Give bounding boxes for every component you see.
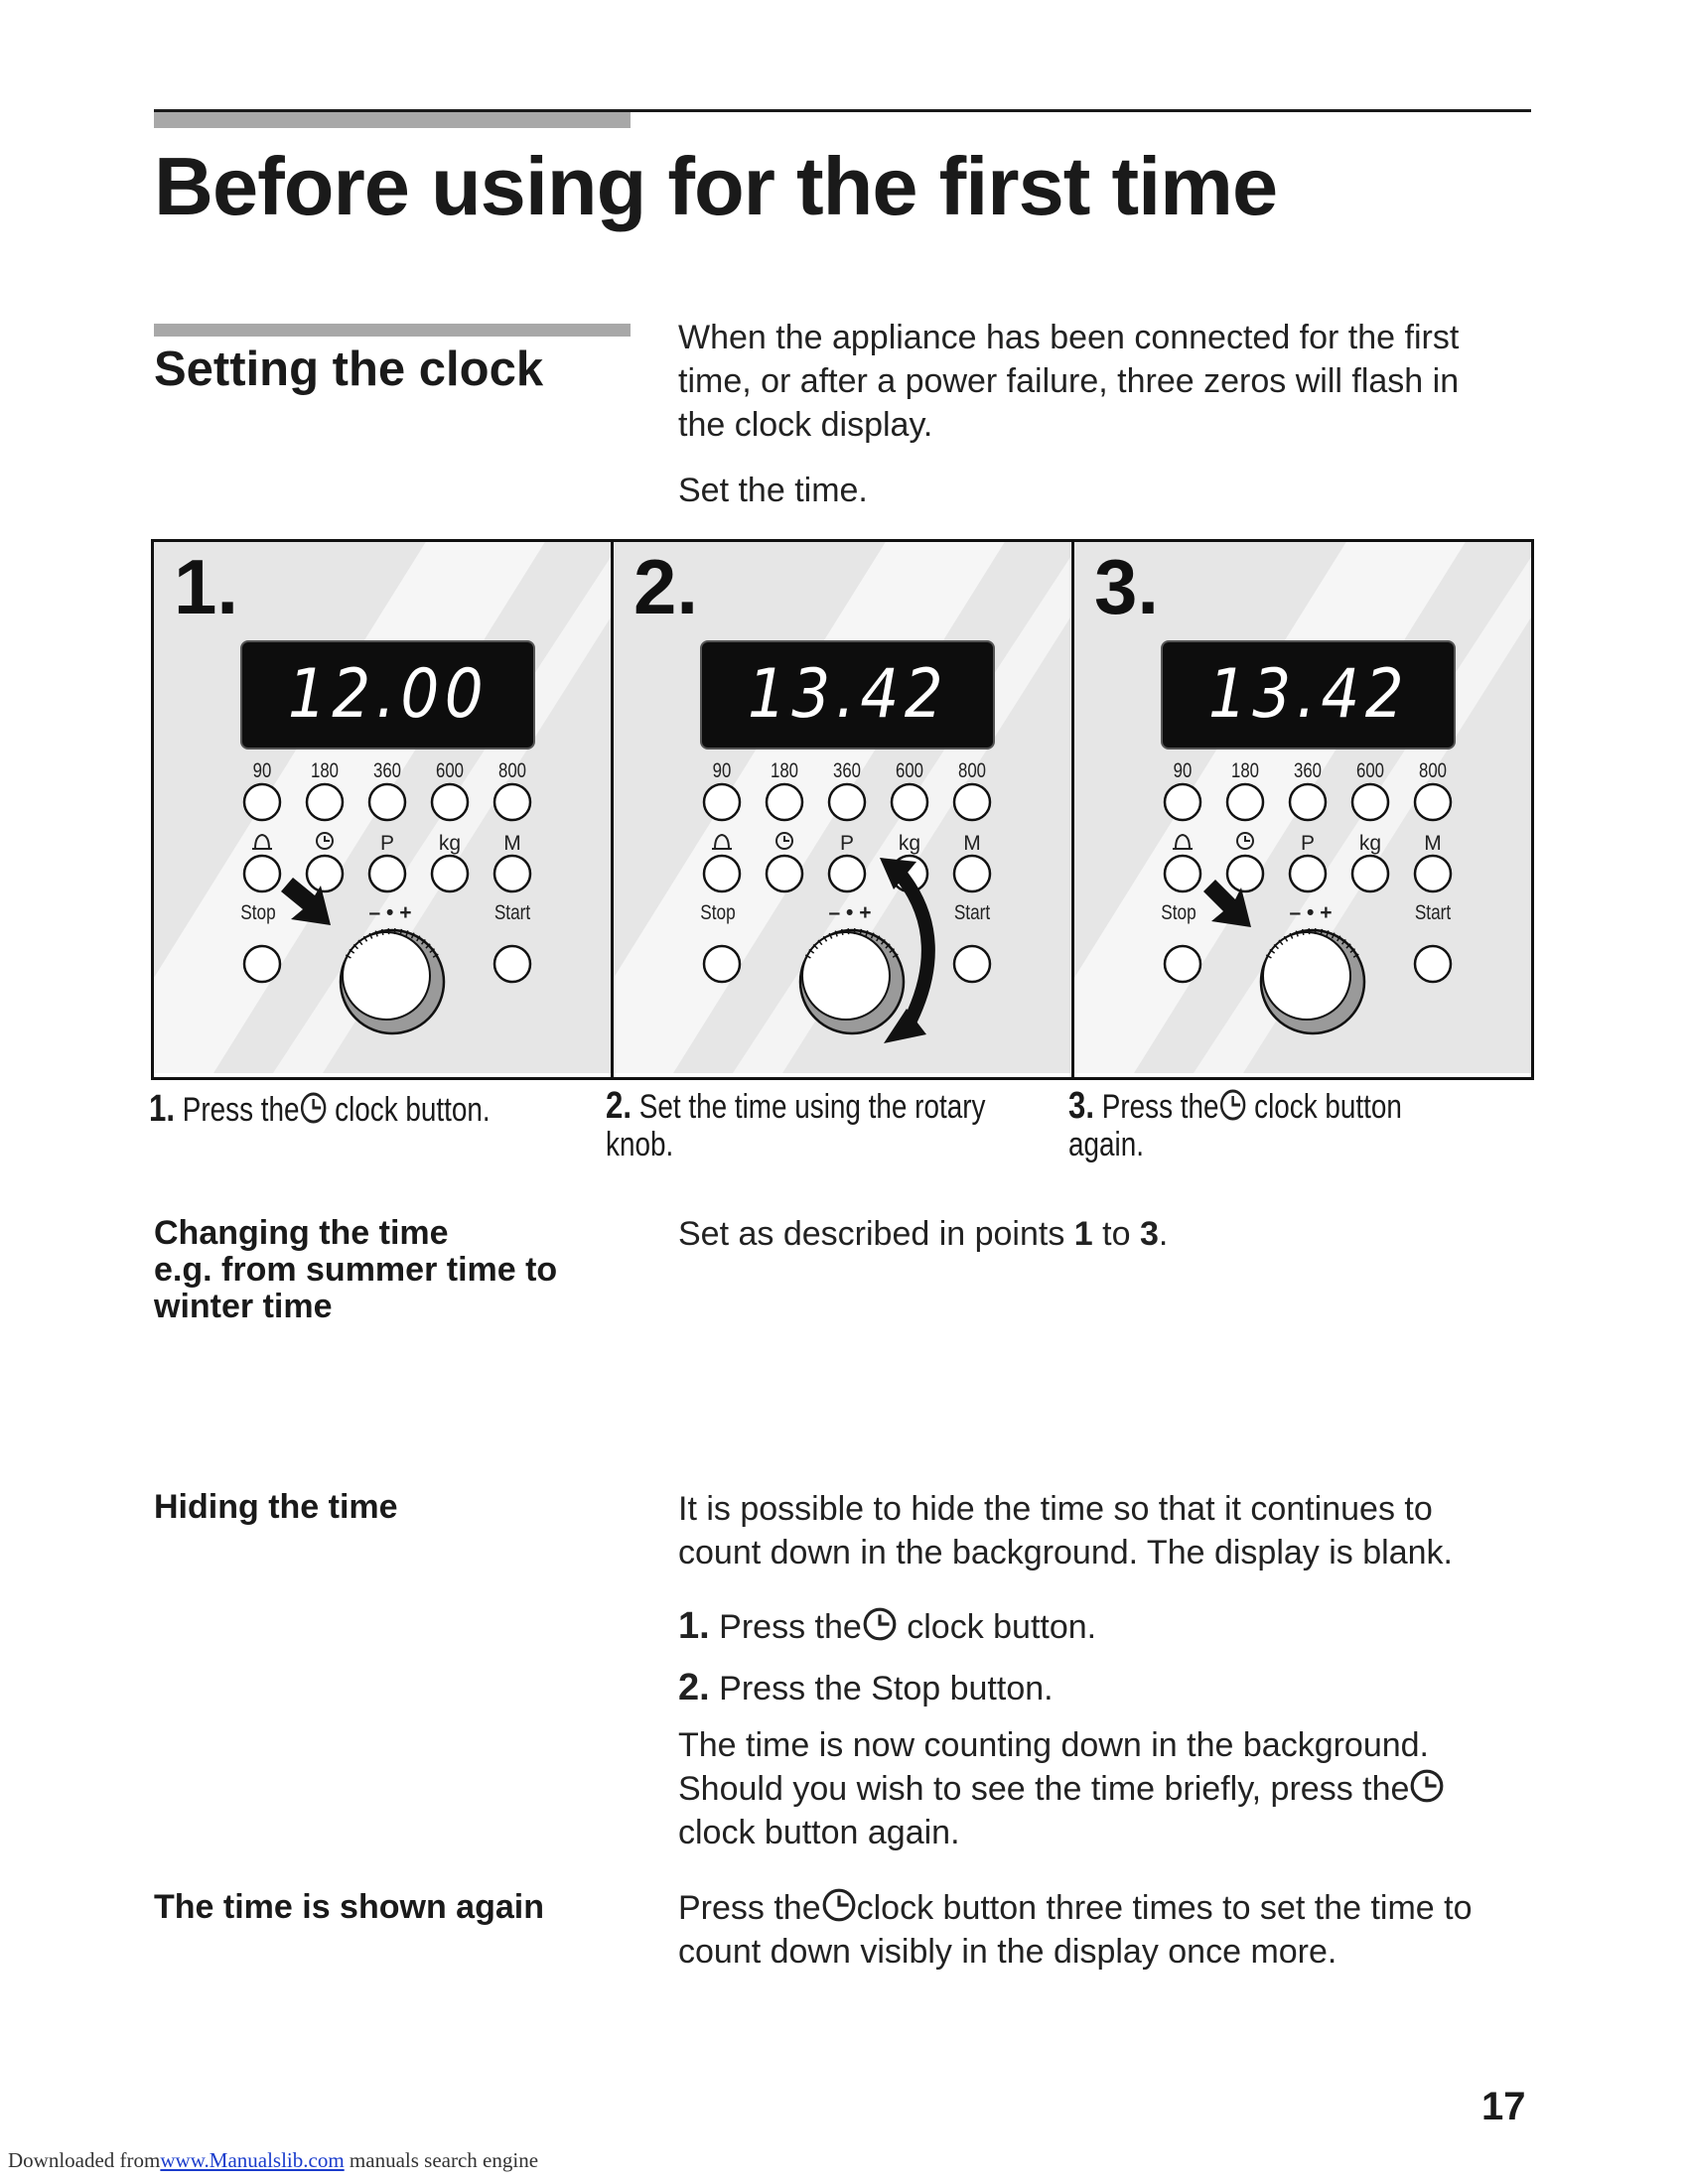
panel-2 [614, 542, 1070, 1073]
start-button [1415, 946, 1451, 982]
power-level-label: 90 [252, 759, 272, 783]
shown-again-text [678, 1886, 1472, 1974]
display-readout: 13.42 [747, 654, 949, 734]
stop-button [244, 946, 280, 982]
shown-again-heading: The time is shown again [154, 1888, 544, 1926]
shown-text: count down visibly in the display once more. [678, 1933, 1337, 1971]
clock-icon [1409, 1768, 1445, 1804]
intro-line: When the appliance has been connected for the first [678, 319, 1460, 356]
caption-text: knob. [606, 1126, 674, 1163]
period: . [1158, 1215, 1169, 1253]
after-line: clock button again. [678, 1814, 960, 1851]
stop-label: Stop [700, 901, 736, 925]
start-button [494, 946, 530, 982]
power-level-button [829, 784, 865, 820]
caption-text: Press the [1101, 1088, 1219, 1126]
start-label: Start [493, 901, 531, 925]
caption-number: 3. [1068, 1085, 1094, 1127]
function-button [307, 856, 343, 891]
footer-post: manuals search engine [349, 2148, 539, 2172]
footer-link[interactable]: www.Manualslib.com [160, 2148, 345, 2172]
header-rule [154, 109, 1531, 112]
knob-scale-label: – • + [368, 901, 412, 924]
power-level-button [954, 784, 990, 820]
display-readout: 13.42 [1207, 654, 1410, 734]
caption-number: 1. [149, 1088, 175, 1130]
power-level-button [1227, 784, 1263, 820]
display-readout: 12.00 [287, 654, 490, 734]
power-level-button [494, 784, 530, 820]
step-text: Press the Stop button. [719, 1670, 1054, 1707]
power-level-button [1290, 784, 1326, 820]
step-number: 1. [678, 1605, 710, 1647]
power-level-label: 360 [832, 759, 862, 783]
clock-icon [862, 1606, 898, 1642]
power-level-label: 90 [712, 759, 732, 783]
function-button [244, 856, 280, 891]
caption-text: Set the time using the rotary [638, 1088, 986, 1126]
function-label: M [503, 832, 521, 855]
function-label: P [839, 832, 855, 855]
power-level-button [1415, 784, 1451, 820]
function-label: kg [898, 832, 921, 855]
function-label: P [1300, 832, 1316, 855]
panel-3 [1074, 542, 1531, 1073]
clock-icon [821, 1887, 857, 1923]
caption-text: Press the [182, 1091, 300, 1129]
power-level-label: 180 [770, 759, 799, 783]
point-from: 1 [1073, 1215, 1093, 1253]
point-to: 3 [1139, 1215, 1159, 1253]
function-button [829, 856, 865, 891]
power-level-label: 800 [957, 759, 987, 783]
panel-1 [154, 542, 611, 1073]
panel-step-number: 3. [1094, 543, 1160, 630]
caption-1 [149, 1090, 491, 1129]
function-button [494, 856, 530, 891]
function-button [369, 856, 405, 891]
knob-scale-label: – • + [828, 901, 872, 924]
rotary-knob [341, 928, 444, 1033]
footer-pre: Downloaded from [8, 2148, 161, 2172]
function-button [767, 856, 802, 891]
page-title: Before using for the first time [154, 140, 1278, 232]
power-level-label: 180 [1230, 759, 1260, 783]
changing-heading [154, 1215, 557, 1325]
power-level-label: 800 [1418, 759, 1448, 783]
power-level-button [369, 784, 405, 820]
changing-text [678, 1212, 1168, 1256]
step-text: clock button. [907, 1608, 1097, 1646]
power-level-label: 180 [310, 759, 340, 783]
power-level-button [244, 784, 280, 820]
start-label: Start [1414, 901, 1452, 925]
section-gray-bar [154, 324, 631, 337]
power-level-label: 360 [372, 759, 402, 783]
set-time-text: Set the time. [678, 472, 868, 509]
step-number: 2. [678, 1667, 710, 1708]
section-heading: Setting the clock [154, 342, 544, 396]
hiding-line: count down in the background. The display is blank. [678, 1534, 1453, 1571]
shown-text: Press the [678, 1889, 821, 1927]
clock-icon [1219, 1088, 1247, 1122]
knob-scale-label: – • + [1289, 901, 1333, 924]
stop-button [1165, 946, 1200, 982]
function-button [1415, 856, 1451, 891]
hiding-text [678, 1487, 1453, 1574]
after-line: The time is now counting down in the background. [678, 1726, 1430, 1764]
stop-label: Stop [1161, 901, 1196, 925]
panel-step-number: 2. [633, 543, 699, 630]
hiding-step-2 [678, 1666, 1054, 1710]
caption-2 [606, 1087, 985, 1163]
rotary-knob [1261, 928, 1364, 1033]
power-level-button [307, 784, 343, 820]
start-label: Start [953, 901, 991, 925]
stop-label: Stop [240, 901, 276, 925]
function-button [954, 856, 990, 891]
power-level-label: 600 [1355, 759, 1385, 783]
rotary-knob [800, 928, 904, 1033]
intro-line: the clock display. [678, 406, 933, 444]
function-button [704, 856, 740, 891]
function-label: M [963, 832, 981, 855]
heading-line: winter time [154, 1288, 333, 1325]
power-level-label: 600 [435, 759, 465, 783]
function-button [1352, 856, 1388, 891]
power-level-button [432, 784, 468, 820]
power-level-label: 600 [895, 759, 924, 783]
power-level-button [1352, 784, 1388, 820]
power-level-button [767, 784, 802, 820]
stop-button [704, 946, 740, 982]
power-level-label: 360 [1293, 759, 1323, 783]
hiding-after-text [678, 1723, 1445, 1854]
intro-paragraph [678, 316, 1532, 447]
shown-text: clock button three times to set the time to [856, 1889, 1473, 1927]
heading-line: e.g. from summer time to [154, 1251, 558, 1289]
power-level-label: 800 [497, 759, 527, 783]
hiding-heading: Hiding the time [154, 1488, 398, 1526]
step-text: Press the [719, 1608, 862, 1646]
to-word: to [1102, 1215, 1131, 1253]
function-label: M [1424, 832, 1442, 855]
hiding-line: It is possible to hide the time so that it continues to [678, 1490, 1433, 1528]
function-button [1165, 856, 1200, 891]
function-button [1227, 856, 1263, 891]
footer [8, 2148, 538, 2173]
after-line: Should you wish to see the time briefly, press the [678, 1770, 1410, 1808]
caption-3 [1068, 1087, 1402, 1163]
caption-text: again. [1068, 1126, 1144, 1163]
power-level-button [704, 784, 740, 820]
caption-text: clock button. [335, 1091, 491, 1129]
panel-step-number: 1. [174, 543, 239, 630]
hiding-step-1 [678, 1604, 1096, 1649]
page-number: 17 [1481, 2085, 1526, 2128]
power-level-label: 90 [1173, 759, 1193, 783]
intro-line: time, or after a power failure, three zeros will flash in [678, 362, 1460, 400]
function-button [1290, 856, 1326, 891]
caption-number: 2. [606, 1085, 632, 1127]
clock-icon [300, 1091, 328, 1125]
function-button [432, 856, 468, 891]
changing-text-pre: Set as described in points [678, 1215, 1065, 1253]
function-label: kg [438, 832, 462, 855]
power-level-button [1165, 784, 1200, 820]
start-button [954, 946, 990, 982]
caption-text: clock button [1254, 1088, 1402, 1126]
function-label: kg [1358, 832, 1382, 855]
function-label: P [379, 832, 395, 855]
heading-line: Changing the time [154, 1214, 449, 1252]
header-gray-bar [154, 112, 631, 128]
power-level-button [892, 784, 927, 820]
